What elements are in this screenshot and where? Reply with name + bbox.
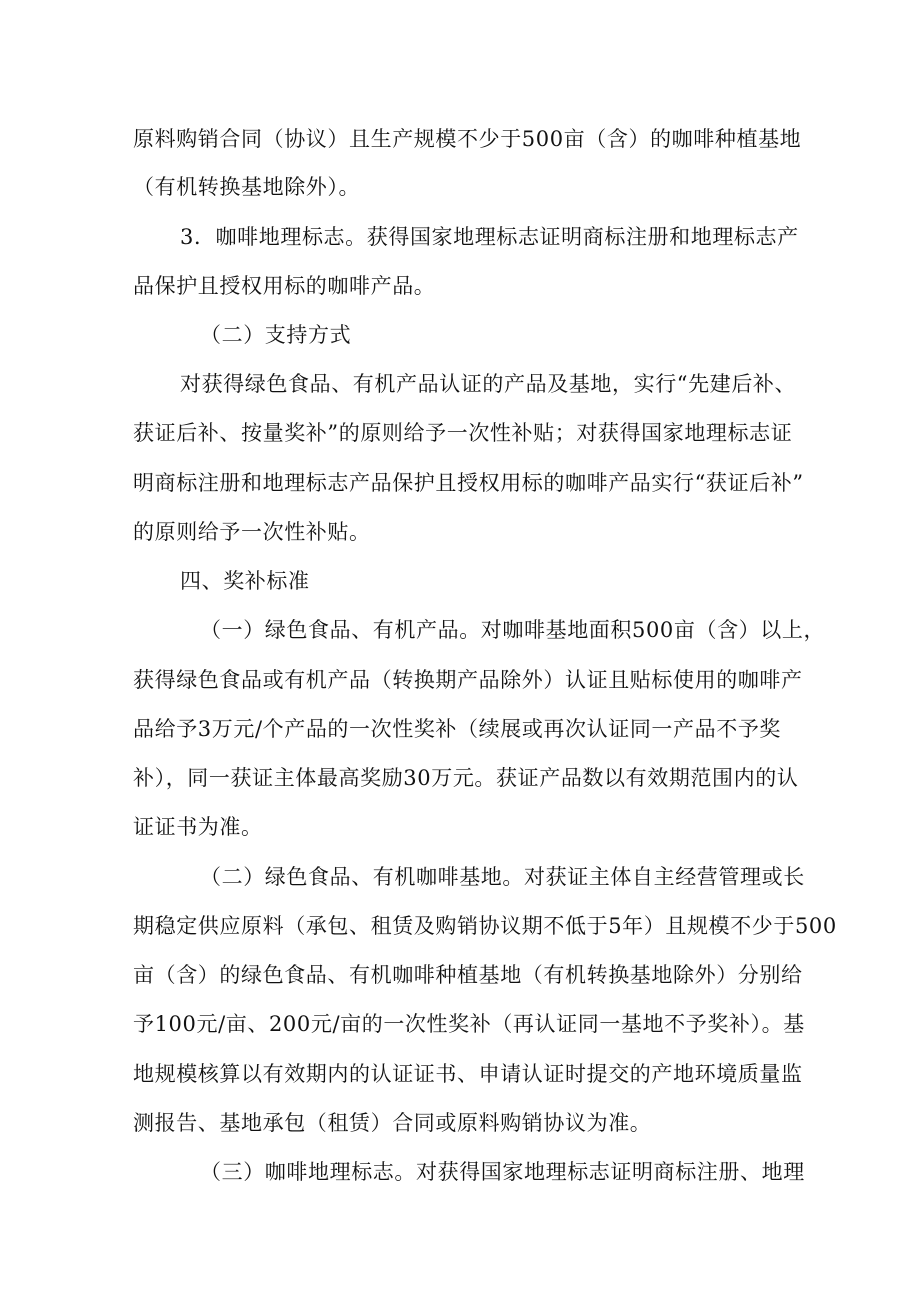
paragraph-line: 获得绿色食品或有机产品（转换期产品除外）认证且贴标使用的咖啡产 xyxy=(133,668,803,692)
paragraph-line: （有机转换基地除外）。 xyxy=(133,175,361,199)
paragraph-line: 测报告、基地承包（租赁）合同或原料购销协议为准。 xyxy=(133,1111,652,1135)
paragraph-line: 品保护且授权用标的咖啡产品。 xyxy=(133,274,436,298)
paragraph-line: 明商标注册和地理标志产品保护且授权用标的咖啡产品实行“获证后补” xyxy=(133,471,804,495)
subsection-heading-3: （三）咖啡地理标志。对获得国家地理标志证明商标注册、地理 xyxy=(200,1160,805,1184)
subsection-heading-1: （一）绿色食品、有机产品。对咖啡基地面积500亩（含）以上， xyxy=(200,618,826,642)
paragraph-line: 地规模核算以有效期内的认证证书、申请认证时提交的产地环境质量监 xyxy=(133,1062,803,1086)
paragraph-line: 补），同一获证主体最高奖励30万元。获证产品数以有效期范围内的认 xyxy=(133,766,799,790)
paragraph-line: 对获得绿色食品、有机产品认证的产品及基地，实行“先建后补、 xyxy=(180,372,797,396)
paragraph-line: 获证后补、按量奖补”的原则给予一次性补贴；对获得国家地理标志证 xyxy=(133,421,793,445)
paragraph-line: 予100元/亩、200元/亩的一次性奖补（再认证同一基地不予奖补）。基 xyxy=(133,1012,805,1036)
paragraph-line: 原料购销合同（协议）且生产规模不少于500亩（含）的咖啡种植基地 xyxy=(133,127,802,151)
paragraph-line: 的原则给予一次性补贴。 xyxy=(133,520,371,544)
section-heading-reward-standard: 四、奖补标准 xyxy=(180,569,310,593)
paragraph-line: 亩（含）的绿色食品、有机咖啡种植基地（有机转换基地除外）分别给 xyxy=(133,963,803,987)
subsection-heading-2: （二）绿色食品、有机咖啡基地。对获证主体自主经营管理或长 xyxy=(200,865,805,889)
paragraph-line: 期稳定供应原料（承包、租赁及购销协议期不低于5年）且规模不少于500 xyxy=(133,914,837,938)
section-heading-support-method: （二）支持方式 xyxy=(200,323,352,347)
paragraph-line: 品给予3万元/个产品的一次性奖补（续展或再次认证同一产品不予奖 xyxy=(133,717,782,741)
paragraph-line: 证证书为准。 xyxy=(133,815,263,839)
item-3-heading: 3．咖啡地理标志。获得国家地理标志证明商标注册和地理标志产 xyxy=(180,225,799,249)
